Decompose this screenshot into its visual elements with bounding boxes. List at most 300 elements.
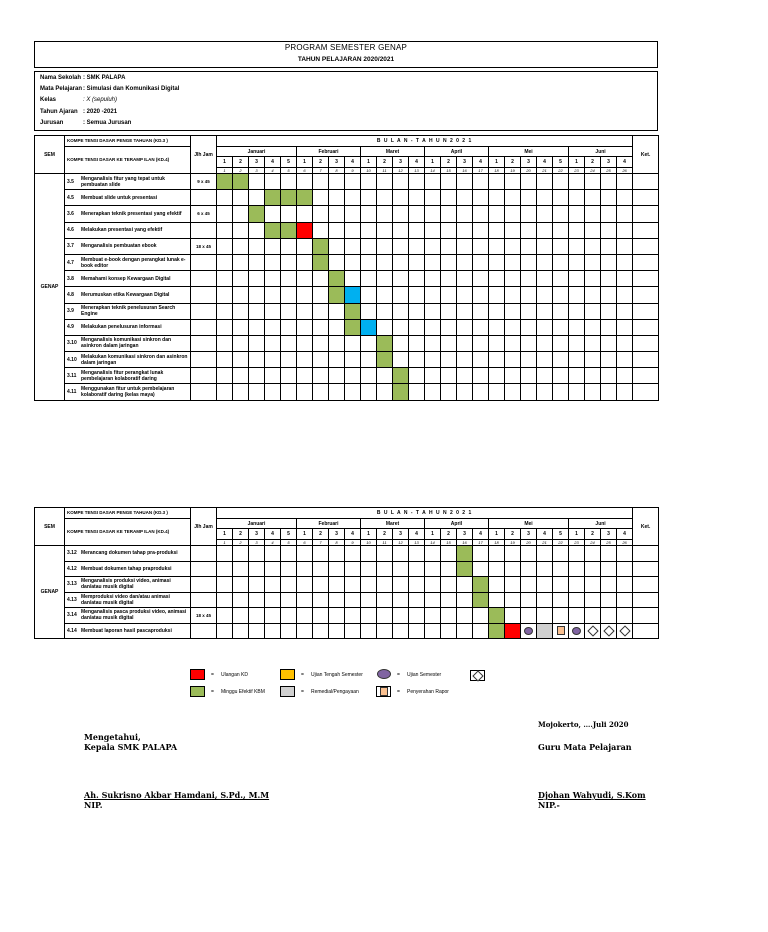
week-cell bbox=[601, 577, 617, 593]
info-value: : X (sepuluh) bbox=[83, 97, 118, 103]
table-row bbox=[35, 577, 659, 593]
week-cell bbox=[553, 174, 569, 190]
week-cell bbox=[313, 592, 329, 608]
week-cell bbox=[329, 546, 345, 562]
week-cell bbox=[393, 303, 409, 319]
ket-cell bbox=[633, 335, 659, 351]
week-cell bbox=[537, 577, 553, 593]
week-cell bbox=[489, 303, 505, 319]
week-index: 8 bbox=[329, 168, 345, 174]
week-cell bbox=[409, 561, 425, 577]
week-index: 14 bbox=[425, 540, 441, 546]
week-cell bbox=[361, 577, 377, 593]
kd-code: 4.14 bbox=[67, 627, 77, 634]
week-cell bbox=[265, 287, 281, 303]
week-cell bbox=[489, 238, 505, 254]
week-cell bbox=[441, 577, 457, 593]
legend-swatch bbox=[280, 686, 295, 697]
legend-swatch bbox=[190, 669, 205, 680]
week-cell bbox=[553, 271, 569, 287]
kd-cell bbox=[65, 561, 191, 577]
week-cell bbox=[329, 238, 345, 254]
week-cell bbox=[281, 546, 297, 562]
week-index: 23 bbox=[569, 168, 585, 174]
week-cell bbox=[585, 623, 601, 639]
week-number: 2 bbox=[585, 157, 601, 168]
week-cell bbox=[441, 608, 457, 624]
week-cell bbox=[345, 254, 361, 270]
week-cell bbox=[265, 352, 281, 368]
week-cell bbox=[361, 352, 377, 368]
week-cell bbox=[265, 608, 281, 624]
week-cell bbox=[297, 222, 313, 238]
week-cell bbox=[233, 254, 249, 270]
kd-code: 3.8 bbox=[67, 275, 74, 282]
week-cell bbox=[265, 238, 281, 254]
week-cell bbox=[569, 190, 585, 206]
jam-cell bbox=[191, 190, 217, 206]
week-cell bbox=[361, 190, 377, 206]
week-cell bbox=[537, 238, 553, 254]
week-cell bbox=[537, 592, 553, 608]
week-cell bbox=[249, 384, 265, 400]
week-cell bbox=[537, 222, 553, 238]
week-cell bbox=[617, 287, 633, 303]
week-cell bbox=[425, 352, 441, 368]
week-cell bbox=[537, 271, 553, 287]
kd-code: 4.8 bbox=[67, 291, 74, 298]
week-cell bbox=[361, 222, 377, 238]
kd-code: 3.6 bbox=[67, 210, 74, 217]
month-header: Juni bbox=[569, 147, 633, 157]
week-cell bbox=[377, 254, 393, 270]
week-number: 2 bbox=[313, 529, 329, 540]
kd-cell bbox=[65, 303, 191, 319]
week-index: 10 bbox=[361, 168, 377, 174]
week-cell bbox=[617, 222, 633, 238]
legend-label: Ujian Semester bbox=[407, 672, 442, 678]
week-cell bbox=[489, 335, 505, 351]
week-number: 2 bbox=[585, 529, 601, 540]
week-cell bbox=[281, 271, 297, 287]
week-cell bbox=[297, 319, 313, 335]
week-cell bbox=[521, 190, 537, 206]
schedule-table-2 bbox=[34, 507, 659, 639]
week-cell bbox=[505, 238, 521, 254]
jam-cell bbox=[191, 623, 217, 639]
week-cell bbox=[345, 592, 361, 608]
week-cell bbox=[361, 206, 377, 222]
week-cell bbox=[249, 222, 265, 238]
week-cell bbox=[537, 303, 553, 319]
week-cell bbox=[217, 352, 233, 368]
week-cell bbox=[249, 335, 265, 351]
week-cell bbox=[345, 319, 361, 335]
week-cell bbox=[265, 303, 281, 319]
week-cell bbox=[505, 287, 521, 303]
week-cell bbox=[425, 546, 441, 562]
week-cell bbox=[425, 174, 441, 190]
week-index: 25 bbox=[601, 168, 617, 174]
week-cell bbox=[441, 303, 457, 319]
week-cell bbox=[265, 592, 281, 608]
week-cell bbox=[553, 303, 569, 319]
kd-cell bbox=[65, 623, 191, 639]
week-cell bbox=[361, 238, 377, 254]
week-number: 2 bbox=[377, 529, 393, 540]
week-cell bbox=[233, 174, 249, 190]
legend-label: Ulangan KD bbox=[221, 672, 248, 678]
week-cell bbox=[393, 206, 409, 222]
week-cell bbox=[329, 577, 345, 593]
week-cell bbox=[569, 303, 585, 319]
week-number: 4 bbox=[617, 529, 633, 540]
kd-text: Memproduksi video dan/atau animasi dan/atau musik digital bbox=[81, 593, 170, 606]
week-cell bbox=[361, 271, 377, 287]
legend-label: Remedial/Pengayaan bbox=[311, 689, 359, 695]
legend-label: Minggu Efektif KBM bbox=[221, 689, 265, 695]
week-cell bbox=[345, 352, 361, 368]
week-cell bbox=[297, 368, 313, 384]
week-cell bbox=[233, 190, 249, 206]
week-cell bbox=[617, 592, 633, 608]
week-cell bbox=[217, 319, 233, 335]
kd-code: 4.9 bbox=[67, 324, 74, 331]
week-cell bbox=[425, 287, 441, 303]
week-cell bbox=[409, 623, 425, 639]
week-cell bbox=[361, 546, 377, 562]
week-cell bbox=[281, 592, 297, 608]
week-cell bbox=[249, 287, 265, 303]
teacher-role: Guru Mata Pelajaran bbox=[538, 742, 632, 752]
week-cell bbox=[489, 206, 505, 222]
week-cell bbox=[441, 222, 457, 238]
week-cell bbox=[505, 368, 521, 384]
week-cell bbox=[377, 206, 393, 222]
week-cell bbox=[361, 384, 377, 400]
week-cell bbox=[441, 287, 457, 303]
week-cell bbox=[553, 577, 569, 593]
week-cell bbox=[505, 222, 521, 238]
week-cell bbox=[489, 174, 505, 190]
week-cell bbox=[393, 577, 409, 593]
week-cell bbox=[409, 254, 425, 270]
week-cell bbox=[489, 271, 505, 287]
week-cell bbox=[473, 238, 489, 254]
legend-diamond-symbol bbox=[470, 670, 485, 681]
week-cell bbox=[585, 368, 601, 384]
week-cell bbox=[217, 577, 233, 593]
week-cell bbox=[457, 608, 473, 624]
week-cell bbox=[281, 206, 297, 222]
week-cell bbox=[553, 546, 569, 562]
week-index: 6 bbox=[297, 540, 313, 546]
kd-code: 4.7 bbox=[67, 259, 74, 266]
week-cell bbox=[409, 352, 425, 368]
week-cell bbox=[617, 335, 633, 351]
week-cell bbox=[297, 238, 313, 254]
week-cell bbox=[601, 368, 617, 384]
week-cell bbox=[617, 546, 633, 562]
week-cell bbox=[505, 206, 521, 222]
week-cell bbox=[281, 303, 297, 319]
week-cell bbox=[489, 592, 505, 608]
week-cell bbox=[393, 561, 409, 577]
week-number: 2 bbox=[505, 529, 521, 540]
place-date: Mojokerto, ….Juli 2020 bbox=[538, 720, 629, 729]
week-number: 3 bbox=[601, 529, 617, 540]
week-number: 1 bbox=[569, 529, 585, 540]
week-cell bbox=[601, 222, 617, 238]
week-cell bbox=[281, 335, 297, 351]
week-cell bbox=[569, 623, 585, 639]
ket-cell bbox=[633, 271, 659, 287]
week-cell bbox=[585, 206, 601, 222]
week-cell bbox=[489, 577, 505, 593]
week-cell bbox=[441, 271, 457, 287]
kd-cell bbox=[65, 592, 191, 608]
week-cell bbox=[489, 608, 505, 624]
week-cell bbox=[585, 561, 601, 577]
week-index: 18 bbox=[489, 540, 505, 546]
week-cell bbox=[329, 623, 345, 639]
week-cell bbox=[281, 384, 297, 400]
week-cell bbox=[233, 222, 249, 238]
legend-swatch bbox=[280, 669, 295, 680]
week-cell bbox=[537, 206, 553, 222]
week-cell bbox=[377, 384, 393, 400]
week-cell bbox=[217, 561, 233, 577]
week-cell bbox=[329, 368, 345, 384]
kd-text: Melakukan presentasi yang efektif bbox=[81, 227, 163, 234]
week-cell bbox=[505, 623, 521, 639]
table-row bbox=[35, 254, 659, 270]
week-cell bbox=[409, 546, 425, 562]
week-cell bbox=[473, 335, 489, 351]
week-cell bbox=[329, 190, 345, 206]
week-cell bbox=[553, 592, 569, 608]
week-cell bbox=[313, 335, 329, 351]
week-cell bbox=[537, 546, 553, 562]
week-cell bbox=[265, 190, 281, 206]
kd-cell bbox=[65, 174, 191, 190]
week-cell bbox=[377, 319, 393, 335]
week-cell bbox=[329, 222, 345, 238]
week-cell bbox=[217, 608, 233, 624]
kd-cell bbox=[65, 238, 191, 254]
week-cell bbox=[457, 174, 473, 190]
week-cell bbox=[233, 206, 249, 222]
week-cell bbox=[457, 546, 473, 562]
week-cell bbox=[281, 222, 297, 238]
week-cell bbox=[345, 368, 361, 384]
kd-cell bbox=[65, 608, 191, 624]
sem-header: SEM bbox=[35, 508, 65, 546]
week-cell bbox=[457, 561, 473, 577]
week-cell bbox=[505, 352, 521, 368]
week-cell bbox=[345, 335, 361, 351]
jam-cell bbox=[191, 271, 217, 287]
week-cell bbox=[537, 608, 553, 624]
week-cell bbox=[537, 623, 553, 639]
week-number: 3 bbox=[329, 157, 345, 168]
kd-code: 4.10 bbox=[67, 356, 77, 363]
week-cell bbox=[537, 561, 553, 577]
week-cell bbox=[473, 254, 489, 270]
week-cell bbox=[377, 190, 393, 206]
month-header: Maret bbox=[361, 519, 425, 529]
week-cell bbox=[313, 623, 329, 639]
info-value: : SMK PALAPA bbox=[83, 75, 126, 81]
kd-cell bbox=[65, 319, 191, 335]
week-cell bbox=[537, 254, 553, 270]
week-cell bbox=[473, 303, 489, 319]
week-cell bbox=[473, 287, 489, 303]
table-row bbox=[35, 190, 659, 206]
week-cell bbox=[457, 623, 473, 639]
week-cell bbox=[329, 206, 345, 222]
week-cell bbox=[617, 271, 633, 287]
week-cell bbox=[361, 608, 377, 624]
week-cell bbox=[585, 352, 601, 368]
week-cell bbox=[505, 303, 521, 319]
week-cell bbox=[377, 592, 393, 608]
table-row bbox=[35, 206, 659, 222]
kd-text: Menerapkan teknik presentasi yang efektif bbox=[81, 210, 182, 217]
week-cell bbox=[345, 303, 361, 319]
ket-cell bbox=[633, 592, 659, 608]
week-cell bbox=[249, 368, 265, 384]
week-cell bbox=[601, 561, 617, 577]
week-cell bbox=[521, 271, 537, 287]
week-cell bbox=[585, 546, 601, 562]
table-row bbox=[35, 592, 659, 608]
week-cell bbox=[265, 546, 281, 562]
week-cell bbox=[265, 577, 281, 593]
week-cell bbox=[569, 222, 585, 238]
week-cell bbox=[233, 238, 249, 254]
week-cell bbox=[393, 368, 409, 384]
ket-cell bbox=[633, 174, 659, 190]
week-index: 16 bbox=[457, 168, 473, 174]
week-cell bbox=[377, 238, 393, 254]
week-number: 5 bbox=[553, 529, 569, 540]
week-cell bbox=[361, 254, 377, 270]
ket-cell bbox=[633, 319, 659, 335]
kd-text: Membuat dokumen tahap praproduksi bbox=[81, 565, 172, 572]
week-cell bbox=[425, 190, 441, 206]
week-cell bbox=[441, 190, 457, 206]
week-cell bbox=[457, 222, 473, 238]
week-cell bbox=[441, 254, 457, 270]
week-cell bbox=[569, 206, 585, 222]
week-cell bbox=[313, 222, 329, 238]
diamond-icon bbox=[619, 625, 630, 636]
week-cell bbox=[569, 546, 585, 562]
week-index: 2 bbox=[233, 168, 249, 174]
kd-code: 4.5 bbox=[67, 194, 74, 201]
week-cell bbox=[505, 577, 521, 593]
week-cell bbox=[569, 592, 585, 608]
kd-code: 3.11 bbox=[67, 372, 77, 379]
week-cell bbox=[217, 254, 233, 270]
week-cell bbox=[457, 577, 473, 593]
week-cell bbox=[377, 174, 393, 190]
week-cell bbox=[585, 271, 601, 287]
week-cell bbox=[345, 623, 361, 639]
week-cell bbox=[585, 319, 601, 335]
week-index: 19 bbox=[505, 540, 521, 546]
exam-circle-icon bbox=[377, 669, 391, 679]
week-index: 2 bbox=[233, 540, 249, 546]
week-cell bbox=[601, 287, 617, 303]
week-cell bbox=[393, 623, 409, 639]
week-cell bbox=[601, 254, 617, 270]
week-cell bbox=[601, 335, 617, 351]
week-cell bbox=[553, 238, 569, 254]
kd-code: 4.6 bbox=[67, 227, 74, 234]
week-cell bbox=[361, 561, 377, 577]
week-cell bbox=[537, 368, 553, 384]
week-cell bbox=[521, 287, 537, 303]
jam-cell bbox=[191, 222, 217, 238]
week-cell bbox=[601, 271, 617, 287]
week-cell bbox=[601, 303, 617, 319]
table-row bbox=[35, 384, 659, 400]
week-cell bbox=[393, 546, 409, 562]
week-cell bbox=[297, 608, 313, 624]
week-cell bbox=[217, 174, 233, 190]
week-cell bbox=[521, 561, 537, 577]
week-number: 1 bbox=[489, 157, 505, 168]
kd4-header: KOMPE TENSI DASAR KE TERAMP ILAN (KD.4) bbox=[65, 147, 191, 174]
week-cell bbox=[441, 368, 457, 384]
week-number: 1 bbox=[361, 529, 377, 540]
week-index: 25 bbox=[601, 540, 617, 546]
week-cell bbox=[281, 190, 297, 206]
week-number: 2 bbox=[377, 157, 393, 168]
week-cell bbox=[345, 174, 361, 190]
bulan-header: B U L A N - T A H U N 2 0 2 1 bbox=[217, 508, 633, 519]
week-cell bbox=[297, 592, 313, 608]
week-cell bbox=[313, 384, 329, 400]
week-cell bbox=[409, 238, 425, 254]
week-cell bbox=[297, 287, 313, 303]
week-number: 1 bbox=[297, 529, 313, 540]
week-cell bbox=[601, 546, 617, 562]
teacher-name: Djohan Wahyudi, S.Kom bbox=[538, 790, 646, 800]
week-cell bbox=[473, 577, 489, 593]
sem-label: GENAP bbox=[35, 546, 65, 639]
kd-text: Menganalisis pembuatan ebook bbox=[81, 243, 157, 250]
kd-cell bbox=[65, 368, 191, 384]
kd-text: Menganalisis fitur yang tepat untuk pembuatan slide bbox=[81, 175, 165, 188]
week-cell bbox=[329, 384, 345, 400]
week-cell bbox=[585, 335, 601, 351]
week-cell bbox=[409, 319, 425, 335]
week-cell bbox=[345, 546, 361, 562]
week-cell bbox=[345, 206, 361, 222]
week-cell bbox=[521, 384, 537, 400]
week-cell bbox=[457, 254, 473, 270]
week-cell bbox=[393, 608, 409, 624]
week-cell bbox=[281, 608, 297, 624]
jam-cell: 9 x 45 bbox=[191, 174, 217, 190]
ket-cell bbox=[633, 608, 659, 624]
week-cell bbox=[297, 623, 313, 639]
week-cell bbox=[473, 561, 489, 577]
week-cell bbox=[553, 384, 569, 400]
